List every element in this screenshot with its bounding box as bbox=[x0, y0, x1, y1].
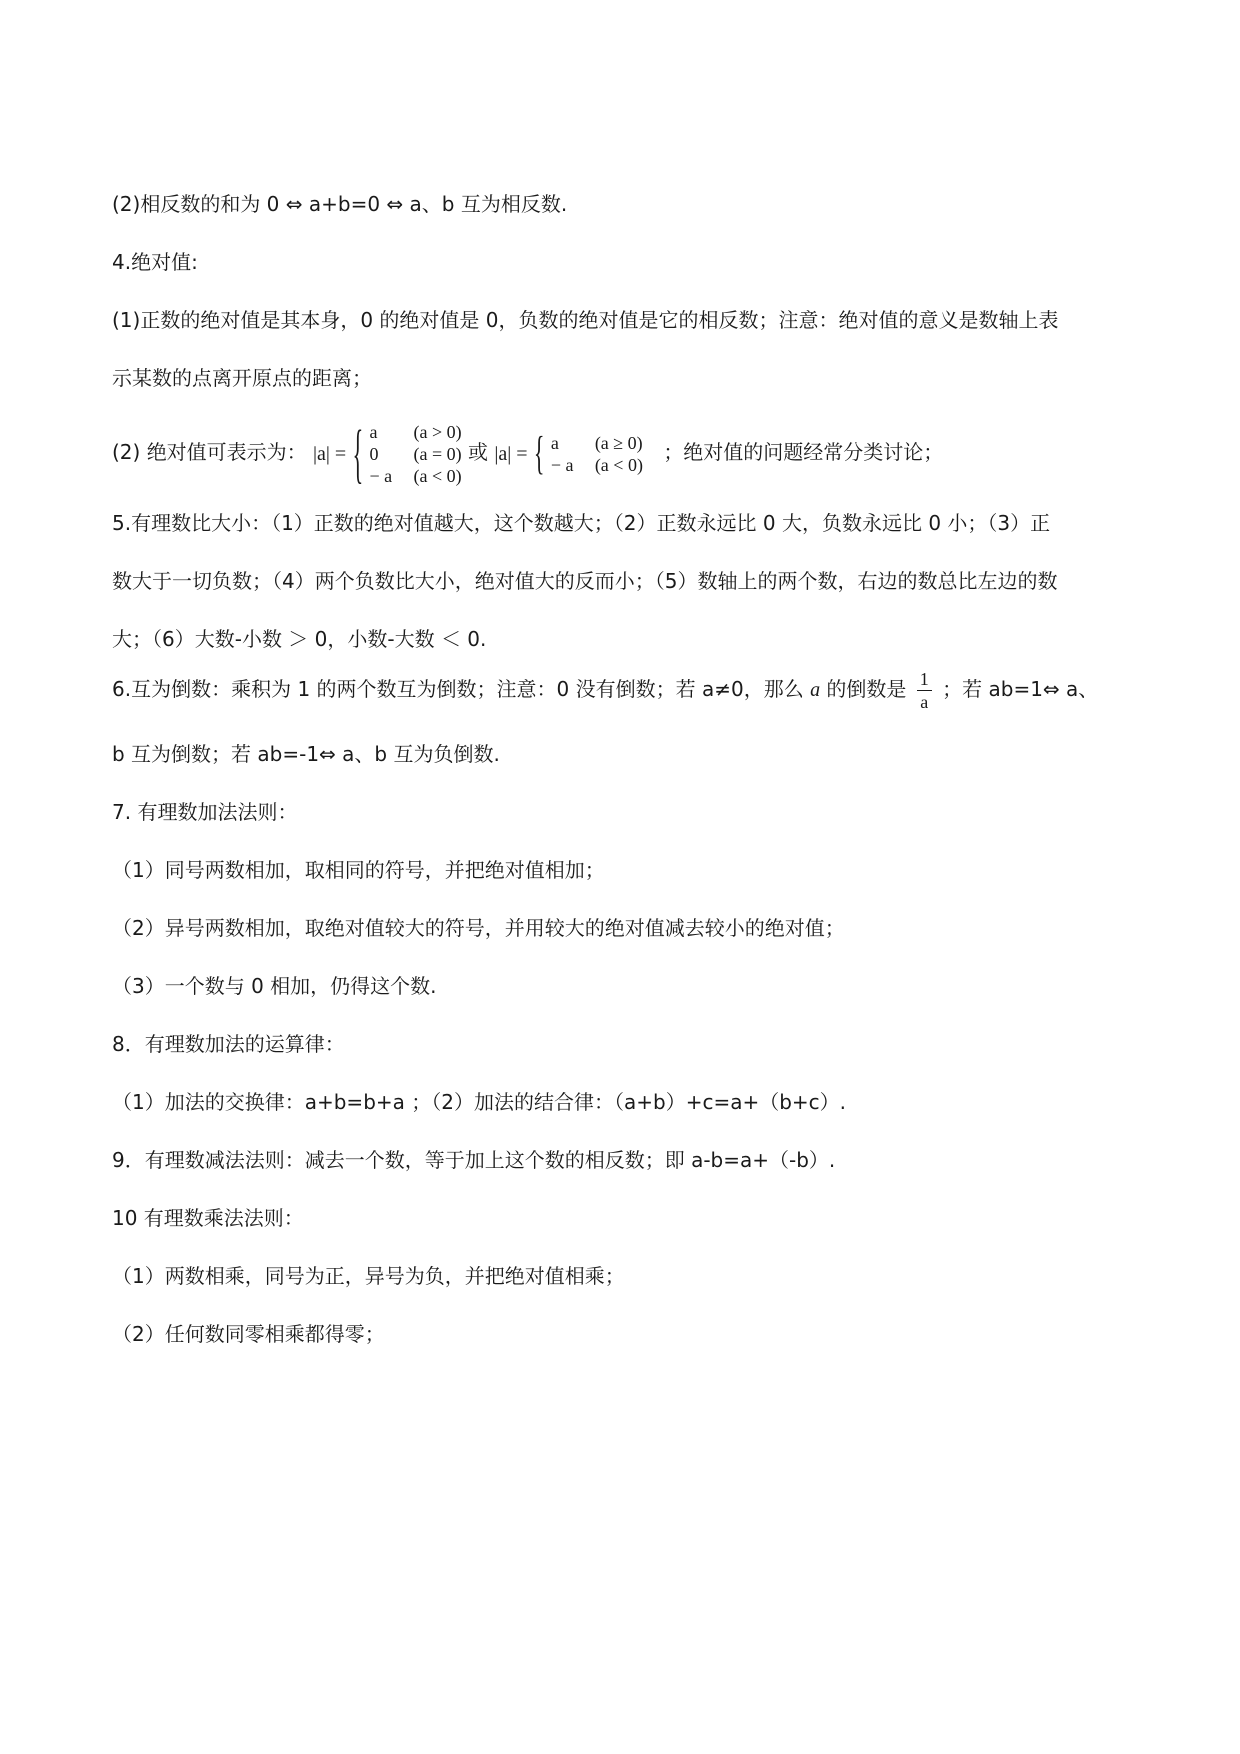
line-addition-1: （1）同号两数相加，取相同的符号，并把绝对值相加； bbox=[112, 858, 605, 882]
case-condition: (a ≥ 0) bbox=[594, 432, 643, 453]
cases-1 bbox=[370, 421, 462, 487]
abs-formula-suffix: ；绝对值的问题经常分类讨论； bbox=[663, 440, 944, 464]
case-row bbox=[551, 432, 643, 454]
reciprocal-suffix: ；若 ab=1⇔ a、 bbox=[942, 677, 1099, 701]
brace-1: { bbox=[352, 414, 364, 490]
reciprocal-var: a bbox=[810, 679, 821, 701]
case-condition: (a < 0) bbox=[594, 454, 643, 475]
line-multiplication-1: （1）两数相乘，同号为正，异号为负，并把绝对值相乘； bbox=[112, 1264, 625, 1288]
line-reciprocal-cont: b 互为倒数；若 ab=-1⇔ a、b 互为负倒数. bbox=[112, 742, 500, 766]
abs-lhs-2: |a| = bbox=[494, 442, 528, 465]
heading-addition-laws: 8．有理数加法的运算律： bbox=[112, 1032, 345, 1056]
line-addition-laws: （1）加法的交换律：a+b=b+a ；（2）加法的结合律：（a+b）+c=a+（b+c）. bbox=[112, 1090, 847, 1114]
reciprocal-prefix: 6.互为倒数：乘积为 1 的两个数互为倒数；注意：0 没有倒数；若 a≠0，那么 bbox=[112, 677, 804, 701]
line-opposite-sum: (2)相反数的和为 0 ⇔ a+b=0 ⇔ a、b 互为相反数. bbox=[112, 192, 568, 216]
case-value: − a bbox=[369, 465, 393, 486]
cases-2 bbox=[551, 432, 643, 476]
line-abs-formula bbox=[112, 414, 944, 490]
case-row bbox=[370, 465, 462, 487]
line-addition-2: （2）异号两数相加，取绝对值较大的符号，并用较大的绝对值减去较小的绝对值； bbox=[112, 916, 845, 940]
abs-formula-prefix: (2) 绝对值可表示为： bbox=[112, 440, 307, 464]
reciprocal-mid: 的倒数是 bbox=[826, 677, 907, 701]
fraction-numerator: 1 bbox=[917, 668, 932, 691]
line-compare-2: 数大于一切负数；（4）两个负数比大小，绝对值大的反而小；（5）数轴上的两个数，右边的数总比左边的数 bbox=[112, 569, 1058, 593]
case-value: a bbox=[550, 432, 559, 453]
case-value: 0 bbox=[369, 443, 379, 464]
case-value: a bbox=[369, 421, 378, 442]
heading-absolute-value: 4.绝对值: bbox=[112, 250, 198, 274]
line-compare-3: 大；（6）大数-小数 ＞ 0，小数-大数 ＜ 0. bbox=[112, 627, 487, 651]
heading-multiplication-rule: 10 有理数乘法法则： bbox=[112, 1206, 304, 1230]
case-condition: (a = 0) bbox=[413, 443, 462, 464]
or-word: 或 bbox=[468, 440, 488, 464]
fraction-denominator: a bbox=[920, 692, 929, 712]
line-compare-1: 5.有理数比大小：（1）正数的绝对值越大，这个数越大；（2）正数永远比 0 大，负数永远比 0 小；（3）正 bbox=[112, 511, 1051, 535]
case-value: − a bbox=[550, 454, 574, 475]
line-abs-definition: (1)正数的绝对值是其本身，0 的绝对值是 0，负数的绝对值是它的相反数；注意：绝对值的意义是数轴上表 bbox=[112, 308, 1059, 332]
case-row bbox=[551, 454, 643, 476]
abs-lhs-1: |a| = bbox=[313, 442, 347, 465]
line-multiplication-2: （2）任何数同零相乘都得零； bbox=[112, 1322, 385, 1346]
line-addition-3: （3）一个数与 0 相加，仍得这个数. bbox=[112, 974, 437, 998]
heading-addition-rule: 7. 有理数加法法则： bbox=[112, 800, 298, 824]
line-subtraction-rule: 9．有理数减法法则：减去一个数，等于加上这个数的相反数；即 a-b=a+（-b）. bbox=[112, 1148, 836, 1172]
case-condition: (a > 0) bbox=[413, 421, 462, 442]
case-row bbox=[370, 443, 462, 465]
brace-2: { bbox=[533, 426, 545, 479]
case-condition: (a < 0) bbox=[413, 465, 462, 486]
reciprocal-fraction bbox=[917, 668, 932, 713]
line-abs-meaning: 示某数的点离开原点的距离； bbox=[112, 366, 372, 390]
case-row bbox=[370, 421, 462, 443]
line-reciprocal bbox=[112, 662, 1098, 716]
